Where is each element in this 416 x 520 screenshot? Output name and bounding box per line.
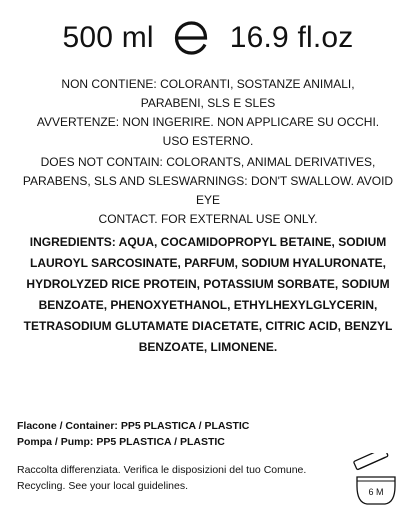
- english-warnings: [18, 153, 398, 229]
- pump-material: Pompa / Pump: PP5 PLASTICA / PLASTIC: [17, 436, 225, 448]
- english-line: PARABENS, SLS AND SLESWARNINGS: DON'T SWALLOW. AVOID EYE: [22, 174, 394, 207]
- estimated-e-mark-icon: [172, 18, 212, 58]
- ingredients-line: INGREDIENTS: AQUA, COCAMIDOPROPYL BETAINE, SODIUM: [29, 235, 387, 249]
- volume-metric: 500 ml: [62, 21, 154, 54]
- italian-line: USO ESTERNO.: [162, 134, 254, 148]
- recycling-info: [17, 462, 306, 494]
- italian-line: AVVERTENZE: NON INGERIRE. NON APPLICARE SU OCCHI.: [36, 115, 380, 129]
- ingredients-line: TETRASODIUM GLUTAMATE DIACETATE, CITRIC ACID, BENZYL: [23, 319, 393, 333]
- italian-line: PARABENI, SLS E SLES: [140, 96, 276, 110]
- ingredients-list: [20, 232, 396, 358]
- italian-line: NON CONTIENE: COLORANTI, SOSTANZE ANIMALI,: [61, 77, 355, 91]
- pao-label: 6 M: [368, 487, 384, 497]
- volume-header: [0, 14, 416, 62]
- english-line: DOES NOT CONTAIN: COLORANTS, ANIMAL DERIVATIVES,: [40, 155, 376, 169]
- period-after-opening: [352, 453, 404, 509]
- container-material: Flacone / Container: PP5 PLASTICA / PLASTIC: [17, 420, 250, 432]
- english-line: CONTACT. FOR EXTERNAL USE ONLY.: [98, 212, 318, 226]
- open-jar-icon: [352, 453, 404, 509]
- italian-warnings: [18, 75, 398, 151]
- recycling-line-it: Raccolta differenziata. Verifica le disposizioni del tuo Comune.: [17, 464, 307, 476]
- ingredients-line: LAUROYL SARCOSINATE, PARFUM, SODIUM HYALURONATE,: [29, 256, 386, 270]
- packaging-info: [17, 418, 249, 450]
- volume-imperial: 16.9 fl.oz: [229, 21, 354, 54]
- ingredients-line: BENZOATE, LIMONENE.: [138, 340, 278, 354]
- ingredients-line: BENZOATE, PHENOXYETHANOL, ETHYLHEXYLGLYCERIN,: [38, 298, 378, 312]
- ingredients-line: HYDROLYZED RICE PROTEIN, POTASSIUM SORBATE, SODIUM: [26, 277, 390, 291]
- recycling-line-en: Recycling. See your local guidelines.: [17, 480, 189, 492]
